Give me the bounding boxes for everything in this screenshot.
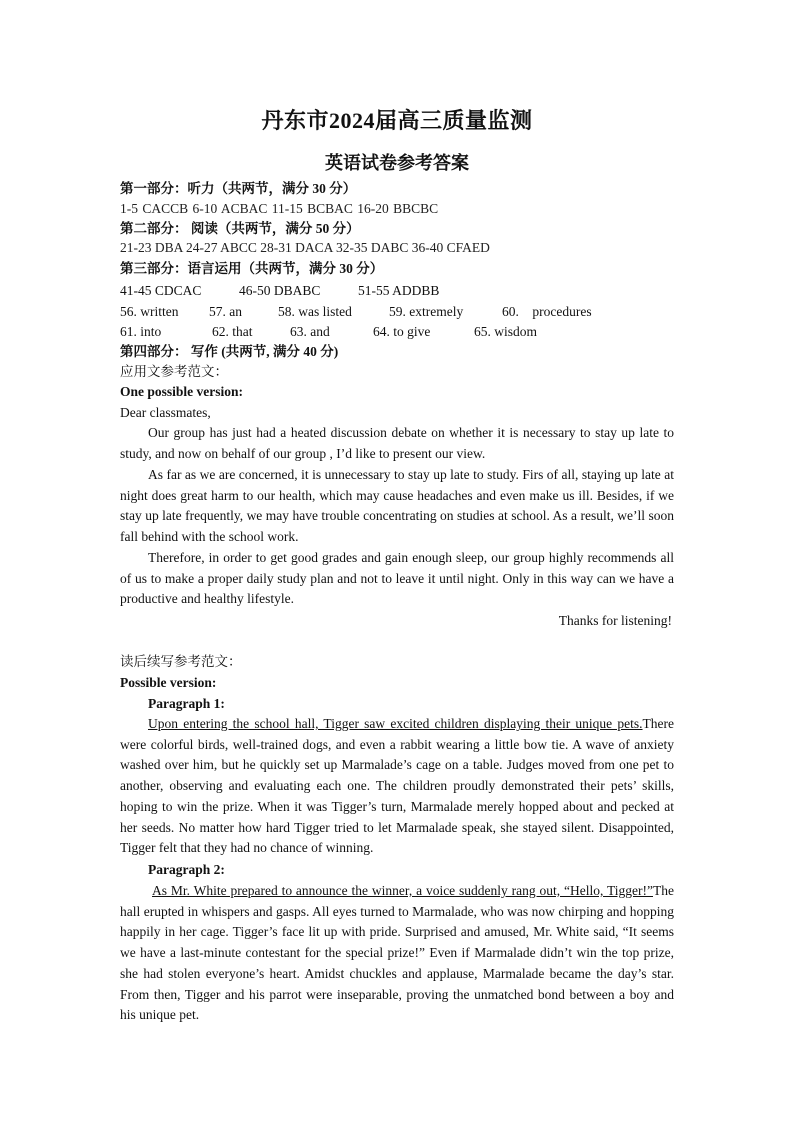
choice-group: 51-55 ADDBB — [358, 283, 440, 298]
possible-version-label: Possible version: — [120, 675, 217, 690]
paragraph-1-opening: Upon entering the school hall, Tigger saw excited children displaying their unique pets. — [148, 716, 643, 731]
story-paragraph-2 — [120, 881, 674, 1026]
part1-answers: 1-5 CACCB 6-10 ACBAC 11-15 BCBAC 16-20 BBCBC — [120, 201, 439, 216]
fill-answer: 62. that — [212, 324, 253, 339]
part2-answers: 21-23 DBA 24-27 ABCC 28-31 DACA 32-35 DABC 36-40 CFAED — [120, 240, 490, 255]
part4-heading: 第四部分： 写作 (共两节, 满分 40 分) — [120, 344, 339, 359]
letter-paragraph: Therefore, in order to get good grades and gain enough sleep, our group highly recommends all of us to make a proper daily study plan and not to leave it until night. Only in this way can we have a productive and healthy lifestyle. — [120, 550, 674, 607]
fill-answer: 56. written — [120, 304, 179, 319]
part3-heading: 第三部分：语言运用（共两节，满分 30 分） — [120, 261, 384, 276]
fill-answer: 63. and — [290, 324, 330, 339]
continuation-label: 读后续写参考范文： — [120, 654, 242, 669]
fill-answer: 60. procedures — [502, 304, 592, 319]
fill-answer: 59. extremely — [389, 304, 464, 319]
part2-heading: 第二部分： 阅读（共两节，满分 50 分） — [120, 221, 360, 236]
fill-answer: 65. wisdom — [474, 324, 538, 339]
choice-group: 46-50 DBABC — [239, 283, 321, 298]
paragraph-2-opening: As Mr. White prepared to announce the winner, a voice suddenly rang out, “Hello, Tigger!” — [152, 883, 653, 898]
applied-writing-label: 应用文参考范文： — [120, 364, 228, 379]
part1-heading: 第一部分：听力（共两节，满分 30 分） — [120, 181, 357, 196]
fill-answer: 57. an — [209, 304, 242, 319]
letter-paragraph: As far as we are concerned, it is unnecessary to stay up late to study. Firs of all, staying up late at night does great harm to our health, which may cause headaches and even make us ill. Besides, if we stay up late frequently, we may have trouble concentrating on studies at school. As a result, we’ll soon fall behind with the school work. — [120, 467, 674, 545]
story-paragraph-1 — [120, 714, 674, 859]
fill-answer: 58. was listed — [278, 304, 352, 319]
fill-answer: 61. into — [120, 324, 162, 339]
paragraph-1-label: Paragraph 1: — [148, 696, 225, 711]
fill-answer: 64. to give — [373, 324, 431, 339]
version-label: One possible version: — [120, 384, 244, 399]
page-subtitle: 英语试卷参考答案 — [325, 153, 469, 173]
paragraph-2-body: The hall erupted in whispers and gasps. All eyes turned to Marmalade, who was now chirping and hopping happily in her cage. Tigger’s face lit up with pride. Surprised and amused, Mr. White said, “It seems we have a last-minute contestant for the special prize!” Even if Marmalade didn’t win the top prize, she had stolen everyone’s heart. Amidst chuckles and applause, Marmalade became the day’s star. From then, Tigger and his parrot were inseparable, proving the unmatched bond between a boy and his unique pet. — [120, 883, 674, 1023]
paragraph-1-body: There were colorful birds, well-trained dogs, and even a rabbit wearing a little bow tie. A wave of anxiety washed over him, but he quickly set up Marmalade’s cage on a table. Judges moved from one pet to another, observing and evaluating each one. The children proudly demonstrated their pets’ skills, hoping to win the prize. When it was Tigger’s turn, Marmalade merely hopped about and pecked at her seeds. No matter how hard Tigger tried to let Marmalade speak, she stayed silent. Disappointed, Tigger felt that they had no chance of winning. — [120, 716, 674, 856]
letter-paragraph: Our group has just had a heated discussion debate on whether it is necessary to stay up late to study, and now on behalf of our group , I’d like to present our view. — [120, 425, 674, 461]
page-title: 丹东市2024届高三质量监测 — [261, 108, 533, 133]
letter-closing: Thanks for listening! — [558, 613, 672, 628]
paragraph-2-label: Paragraph 2: — [148, 862, 225, 877]
letter-greeting: Dear classmates, — [120, 405, 211, 420]
choice-group: 41-45 CDCAC — [120, 283, 202, 298]
